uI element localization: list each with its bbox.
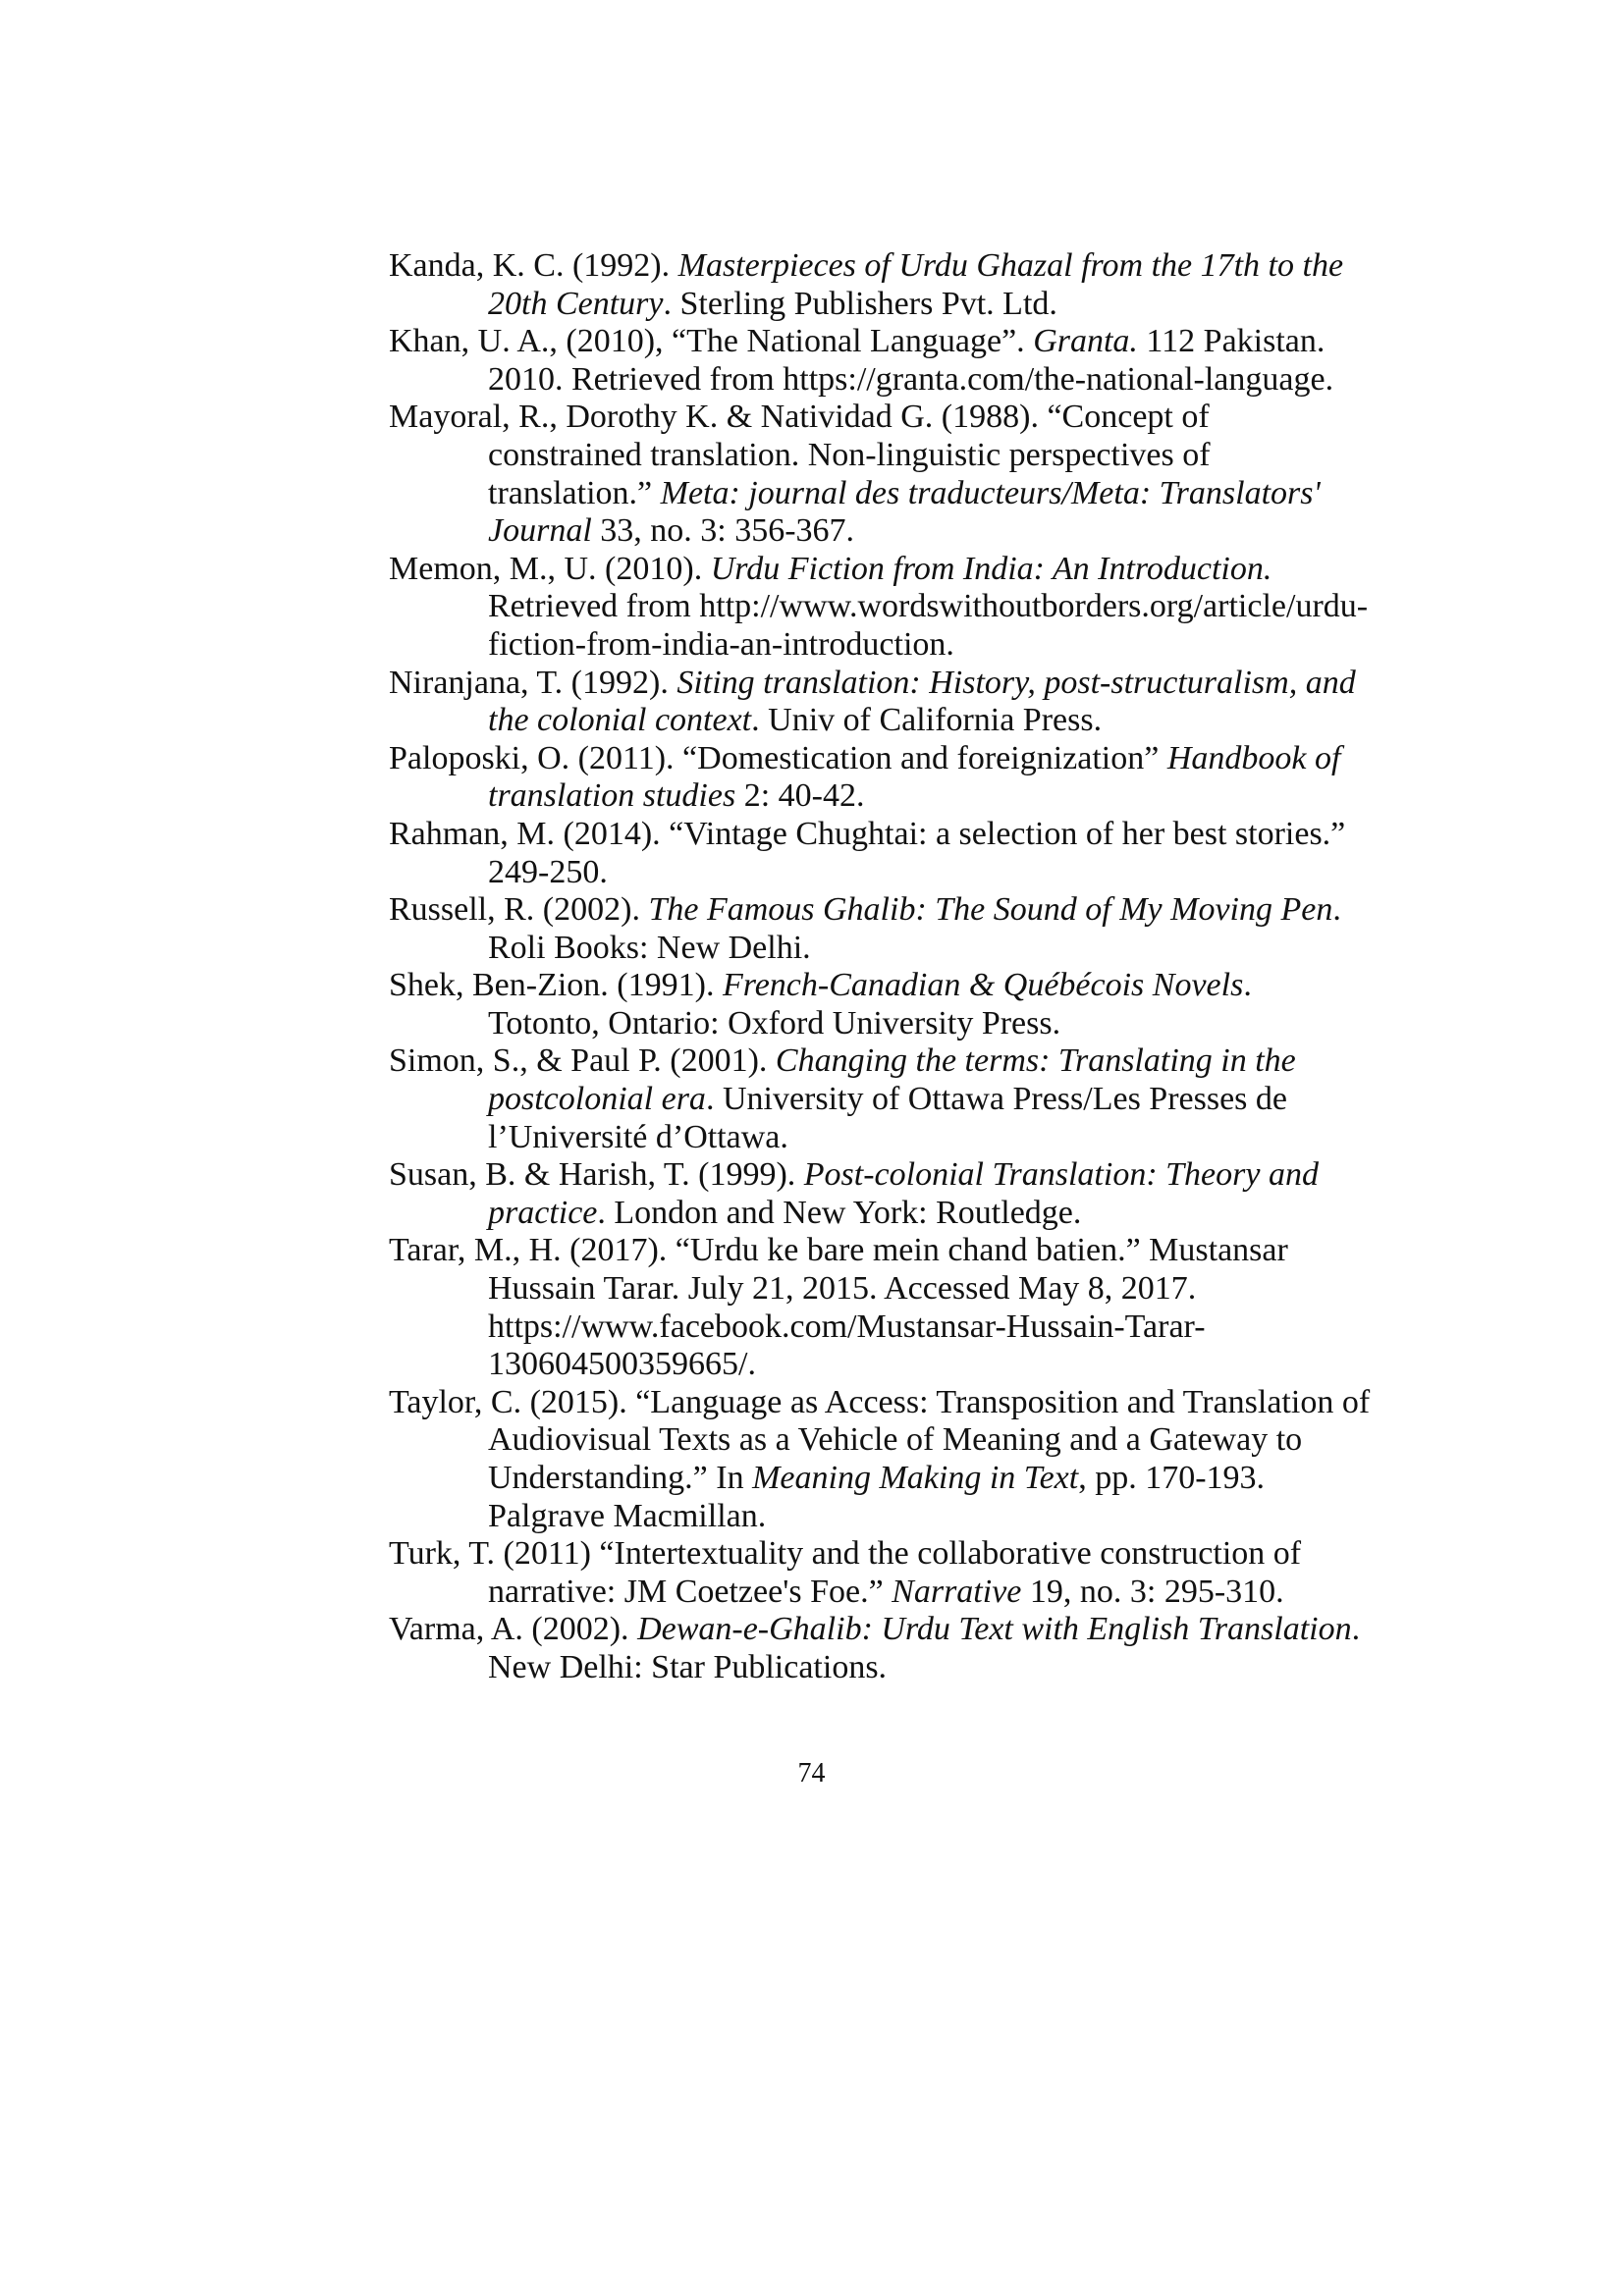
reference-entry: [389, 323, 1371, 399]
reference-text: , pp. 170-193. Palgrave Macmillan.: [488, 1460, 1266, 1534]
reference-title-italic: Urdu Fiction from India: An Introduction.: [710, 550, 1272, 587]
reference-text: 2: 40-42.: [735, 777, 865, 815]
reference-entry: [389, 1156, 1371, 1232]
reference-text: Varma, A. (2002).: [389, 1611, 638, 1648]
reference-title-italic: Meaning Making in Text: [752, 1460, 1079, 1496]
reference-entry: [389, 1232, 1371, 1383]
reference-entry: [389, 1535, 1371, 1611]
reference-title-italic: Post-colonial Translation: Theory and practice: [488, 1156, 1319, 1231]
reference-text: . Univ of California Press.: [751, 702, 1103, 739]
reference-title-italic: The Famous Ghalib: The Sound of My Moving Pen: [648, 891, 1333, 929]
reference-text: Paloposki, O. (2011). “Domestication and foreignization”: [389, 739, 1167, 776]
reference-entry: [389, 967, 1371, 1042]
reference-title-italic: Siting translation: History, post-structuralism, and the colonial context: [488, 664, 1356, 739]
reference-text: Kanda, K. C. (1992).: [389, 247, 678, 284]
reference-entry: [389, 891, 1371, 967]
reference-text: . London and New York: Routledge.: [597, 1194, 1082, 1231]
reference-entry: [389, 1384, 1371, 1535]
reference-title-italic: Changing the terms: Translating in the postcolonial era: [488, 1042, 1296, 1118]
reference-text: Simon, S., & Paul P. (2001).: [389, 1042, 776, 1080]
reference-text: Khan, U. A., (2010), “The National Language”.: [389, 323, 1034, 360]
reference-entry: [389, 816, 1371, 891]
reference-entry: [389, 1611, 1371, 1686]
reference-text: 112 Pakistan. 2010. Retrieved from https://granta.com/the-national-language.: [488, 323, 1334, 398]
reference-title-italic: Masterpieces of Urdu Ghazal from the 17th to the 20th Century: [488, 247, 1344, 322]
reference-title-italic: Meta: journal des traducteurs/Meta: Translators' Journal: [488, 474, 1321, 550]
reference-text: 33, no. 3: 356-367.: [591, 512, 855, 550]
reference-text: . Sterling Publishers Pvt. Ltd.: [663, 285, 1057, 322]
reference-text: Turk, T. (2011) “Intertextuality and the collaborative construction of narrative: JM Coetzee's Foe.”: [389, 1535, 1302, 1610]
page-number: 74: [797, 1758, 826, 1789]
reference-text: 19, no. 3: 295-310.: [1021, 1573, 1284, 1610]
reference-text: Susan, B. & Harish, T. (1999).: [389, 1156, 804, 1194]
reference-text: Retrieved from http://www.wordswithoutborders.org/article/urdu-fiction-from-india-an-introduction.: [488, 588, 1369, 663]
reference-title-italic: Dewan-e-Ghalib: Urdu Text with English Translation: [637, 1611, 1352, 1648]
reference-title-italic: French-Canadian & Québécois Novels: [722, 967, 1244, 1004]
reference-text: . New Delhi: Star Publications.: [488, 1611, 1361, 1685]
reference-text: Mayoral, R., Dorothy K. & Natividad G. (1988). “Concept of constrained translation. Non-linguistic perspectives of translation.”: [389, 399, 1211, 511]
reference-entry: [389, 399, 1371, 550]
reference-entry: [389, 247, 1371, 323]
reference-text: Memon, M., U. (2010).: [389, 550, 711, 587]
reference-list: [389, 247, 1371, 1687]
reference-text: . Totonto, Ontario: Oxford University Press.: [488, 967, 1252, 1041]
reference-text: Tarar, M., H. (2017). “Urdu ke bare mein chand batien.” Mustansar Hussain Tarar. July 21, 2015. Accessed May 8, 2017. https://www.facebook.com/Mustansar-Hussain-Tarar-130604500359665/.: [389, 1232, 1288, 1383]
reference-entry: [389, 740, 1371, 816]
reference-title-italic: Narrative: [892, 1573, 1022, 1610]
reference-text: Shek, Ben-Zion. (1991).: [389, 967, 723, 1004]
reference-text: Rahman, M. (2014). “Vintage Chughtai: a selection of her best stories.” 249-250.: [389, 815, 1346, 890]
reference-text: Taylor, C. (2015). “Language as Access: Transposition and Translation of Audiovisual Texts as a Vehicle of Meaning and a Gateway to Understanding.” In: [389, 1383, 1371, 1496]
reference-entry: [389, 551, 1371, 665]
reference-text: . University of Ottawa Press/Les Presses de l’Université d’Ottawa.: [488, 1081, 1287, 1155]
reference-title-italic: Handbook of translation studies: [488, 739, 1341, 815]
reference-title-italic: Granta.: [1033, 323, 1138, 360]
reference-text: Niranjana, T. (1992).: [389, 664, 677, 701]
reference-text: . Roli Books: New Delhi.: [488, 891, 1341, 966]
reference-entry: [389, 665, 1371, 740]
reference-entry: [389, 1042, 1371, 1156]
reference-text: Russell, R. (2002).: [389, 891, 649, 929]
